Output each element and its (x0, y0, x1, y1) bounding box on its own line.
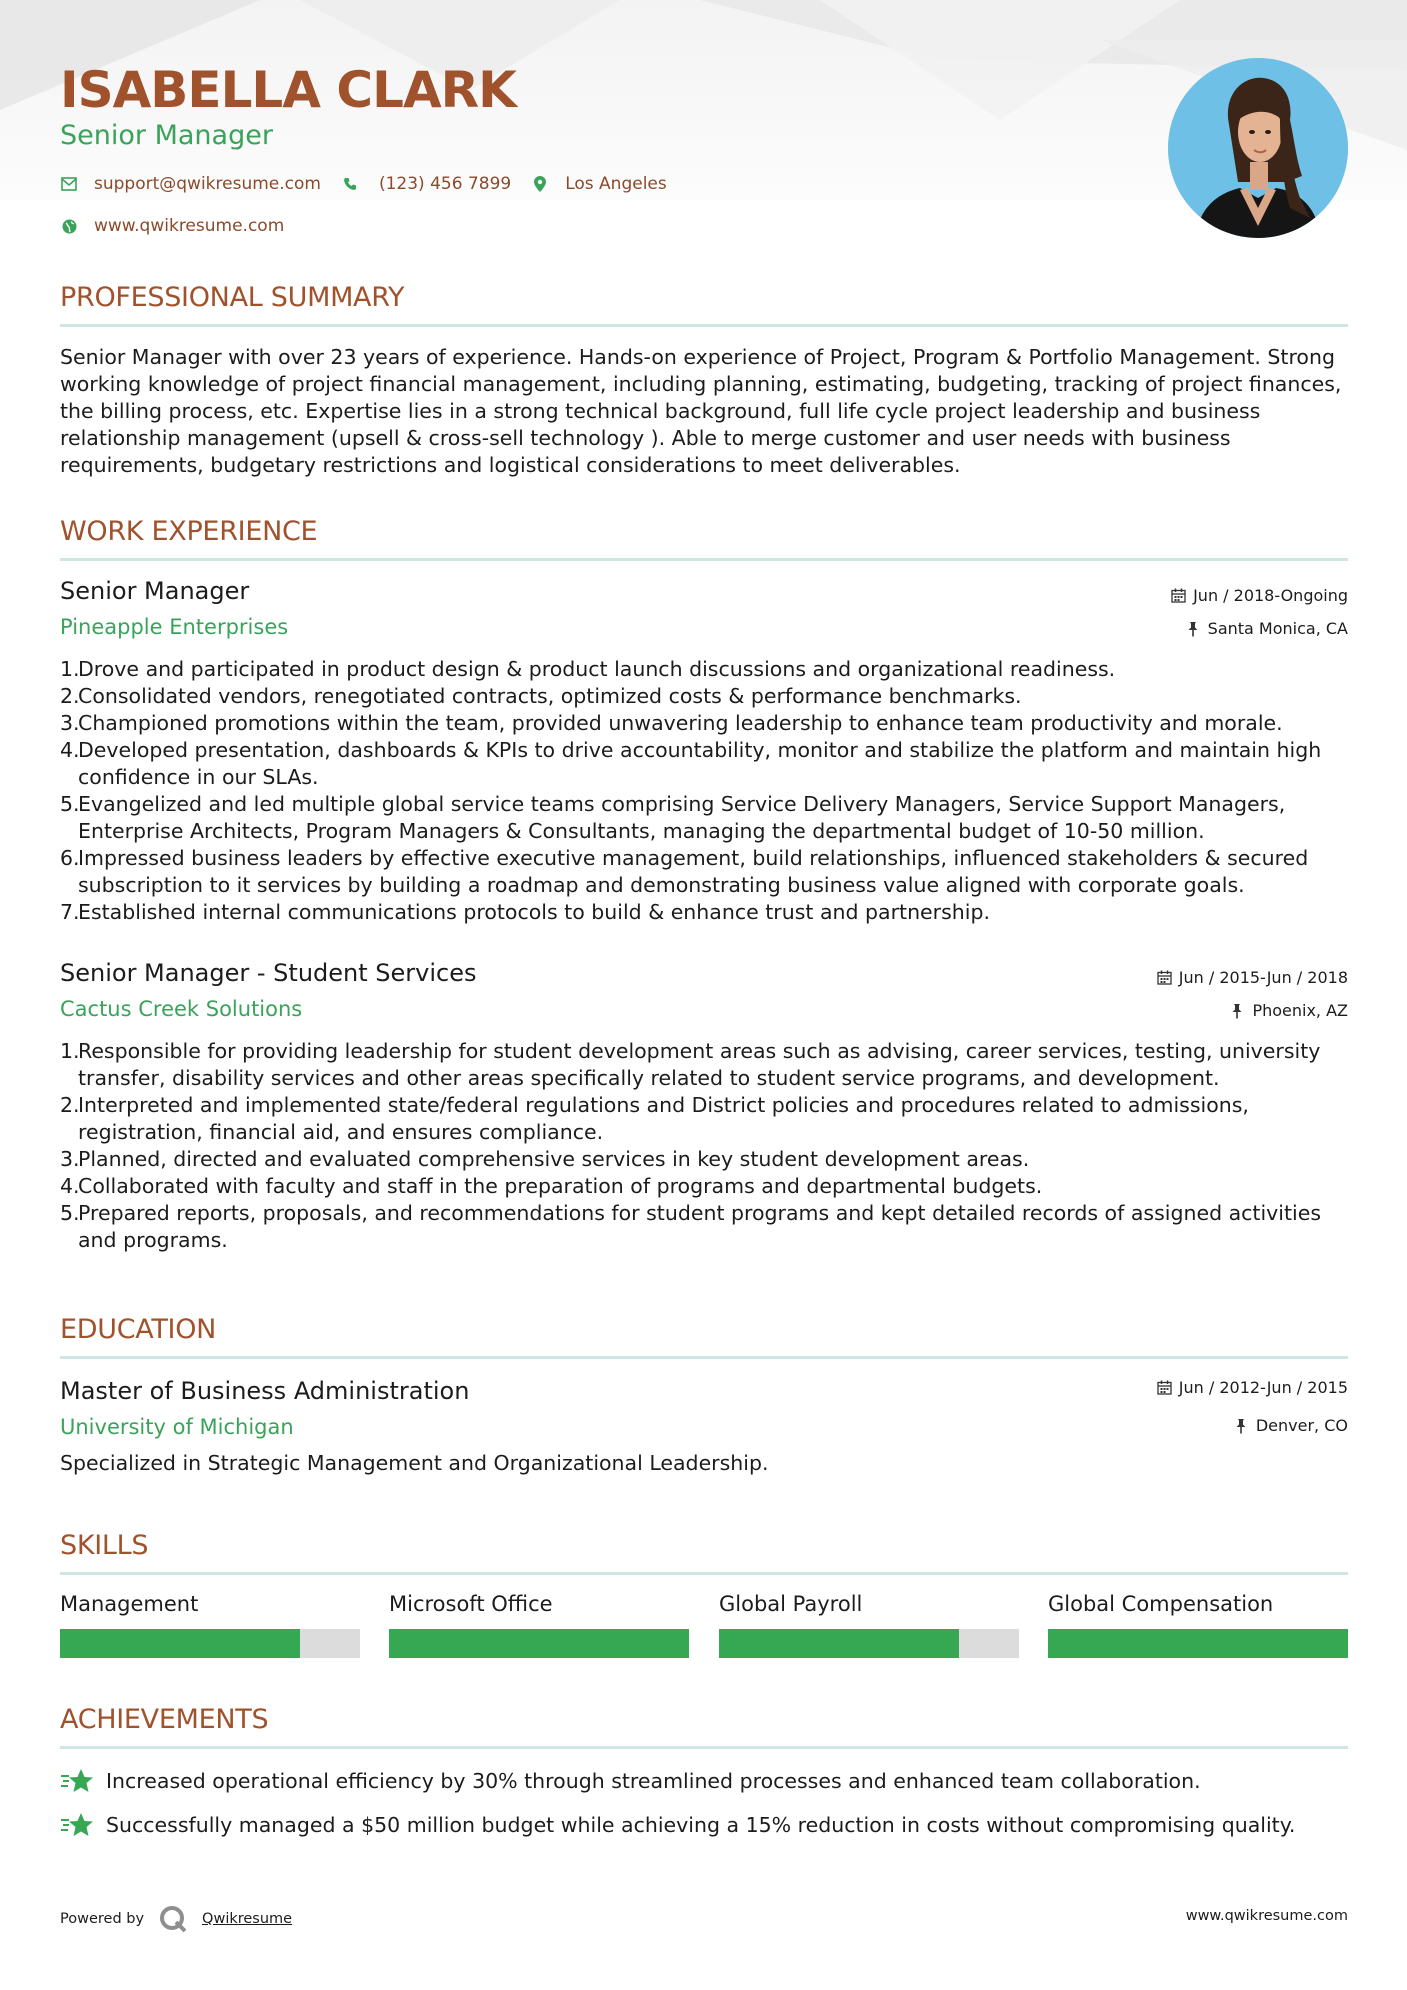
degree-title: Master of Business Administration (60, 1377, 470, 1405)
achievement-text: Increased operational efficiency by 30% through streamlined processes and enhanced team collaboration. (106, 1768, 1201, 1793)
duty-number: 6. (60, 846, 80, 870)
duty-text: Prepared reports, proposals, and recommendations for student programs and kept detailed records of assigned activities and programs. (78, 1201, 1322, 1252)
duty-item (60, 899, 1348, 926)
skill-bar-fill (60, 1629, 300, 1658)
footer-url[interactable]: www.qwikresume.com (1185, 1908, 1348, 1924)
experience-section-header (60, 516, 1348, 561)
skills-section-header (60, 1530, 1348, 1575)
job-title: Senior Manager (60, 577, 250, 605)
education-section-header (60, 1314, 1348, 1359)
education-location-text: Denver, CO (1255, 1416, 1348, 1435)
contact-website[interactable] (60, 216, 284, 236)
duty-number: 7. (60, 900, 80, 924)
contact-row-2 (60, 214, 304, 238)
duty-number: 5. (60, 1201, 80, 1225)
education-dates-text: Jun / 2012-Jun / 2015 (1178, 1378, 1348, 1397)
section-divider (60, 558, 1348, 561)
job-dates-text: Jun / 2018-Ongoing (1193, 586, 1348, 605)
skill-bar-track (719, 1629, 1019, 1658)
brand-link[interactable]: Qwikresume (202, 1911, 293, 1927)
skill-bar-track (1048, 1629, 1348, 1658)
website-text: www.qwikresume.com (94, 216, 285, 236)
pushpin-icon (1186, 621, 1202, 637)
contact-row (60, 172, 687, 196)
section-divider (60, 324, 1348, 327)
profile-photo (1168, 58, 1348, 238)
duty-number: 2. (60, 684, 80, 708)
contact-phone[interactable] (341, 174, 511, 194)
education-location (1234, 1416, 1348, 1435)
candidate-name: ISABELLA CLARK (60, 61, 516, 119)
duty-item (60, 1200, 1348, 1254)
duty-text: Impressed business leaders by effective executive management, build relationships, influenced stakeholders & secured subscription to it services by building a roadmap and demonstrating business value aligned with corporate goals. (78, 846, 1309, 897)
email-text: support@qwikresume.com (94, 174, 321, 194)
job-location-text: Phoenix, AZ (1252, 1001, 1348, 1020)
duty-item (60, 791, 1348, 845)
section-divider (60, 1746, 1348, 1749)
skill-item (1048, 1590, 1348, 1618)
calendar-icon (1171, 588, 1187, 604)
duty-text: Evangelized and led multiple global service teams comprising Service Delivery Managers, Service Support Managers, Enterprise Architects, Program Managers & Consultants, managing the departmental budget of 10-50 million. (78, 792, 1286, 843)
duty-text: Interpreted and implemented state/federal regulations and District policies and procedures related to admissions, registration, financial aid, and ensures compliance. (78, 1093, 1249, 1144)
star-icon (60, 1811, 94, 1839)
duty-item (60, 1092, 1348, 1146)
education-heading: EDUCATION (60, 1314, 217, 1345)
duty-item (60, 656, 1348, 683)
duty-item (60, 683, 1348, 710)
qwikresume-logo (158, 1904, 188, 1934)
calendar-icon (1157, 970, 1173, 986)
job-dates (1157, 968, 1348, 987)
duty-text: Planned, directed and evaluated comprehensive services in key student development areas. (78, 1147, 1030, 1171)
summary-heading: PROFESSIONAL SUMMARY (60, 282, 405, 313)
job-dates (1171, 586, 1348, 605)
envelope-icon (60, 175, 78, 193)
skill-name: Microsoft Office (389, 1592, 553, 1616)
job-dates-text: Jun / 2015-Jun / 2018 (1178, 968, 1348, 987)
map-marker-icon (531, 175, 549, 193)
achievement-item (60, 1767, 1201, 1795)
achievements-section-header (60, 1704, 1348, 1749)
duty-item (60, 1146, 1348, 1173)
duty-item (60, 737, 1348, 791)
skills-heading: SKILLS (60, 1530, 149, 1561)
footer (60, 1900, 1348, 1932)
duty-text: Developed presentation, dashboards & KPIs to drive accountability, monitor and stabilize the platform and maintain high confidence in our SLAs. (78, 738, 1322, 789)
duty-text: Collaborated with faculty and staff in the preparation of programs and departmental budgets. (78, 1174, 1043, 1198)
phone-icon (341, 175, 359, 193)
duty-number: 4. (60, 738, 80, 762)
duty-number: 4. (60, 1174, 80, 1198)
duty-text: Drove and participated in product design & product launch discussions and organizational readiness. (78, 657, 1116, 681)
section-divider (60, 1356, 1348, 1359)
achievement-text: Successfully managed a $50 million budget while achieving a 15% reduction in costs without compromising quality. (106, 1812, 1296, 1837)
duty-text: Established internal communications protocols to build & enhance trust and partnership. (78, 900, 990, 924)
section-divider (60, 1572, 1348, 1575)
skill-item (389, 1590, 689, 1618)
contact-email[interactable] (60, 174, 321, 194)
duty-number: 1. (60, 657, 80, 681)
phone-text: (123) 456 7899 (378, 174, 512, 194)
contact-location (531, 174, 667, 194)
skill-bar-track (60, 1629, 360, 1658)
skill-bar-track (389, 1629, 689, 1658)
duty-item (60, 845, 1348, 899)
job-location (1186, 619, 1348, 638)
pushpin-icon (1230, 1003, 1246, 1019)
globe-icon (60, 217, 78, 235)
duty-text: Responsible for providing leadership for student development areas such as advising, career services, testing, university transfer, disability services and other areas specifically related to student service programs, and development. (78, 1039, 1321, 1090)
school-name: University of Michigan (60, 1415, 294, 1439)
pushpin-icon (1234, 1418, 1250, 1434)
duty-item (60, 710, 1348, 737)
skill-name: Global Compensation (1048, 1592, 1274, 1616)
skills-list (60, 1590, 1348, 1660)
job-company: Pineapple Enterprises (60, 615, 289, 639)
job-company: Cactus Creek Solutions (60, 997, 303, 1021)
skill-item (719, 1590, 1019, 1618)
duty-number: 2. (60, 1093, 80, 1117)
education-dates (1157, 1378, 1348, 1397)
duty-number: 5. (60, 792, 80, 816)
star-icon (60, 1767, 94, 1795)
achievement-item (60, 1811, 1295, 1839)
job-title: Senior Manager - Student Services (60, 959, 477, 987)
summary-section-header (60, 282, 1348, 327)
duty-item (60, 1173, 1348, 1200)
experience-heading: WORK EXPERIENCE (60, 516, 318, 547)
summary-text: Senior Manager with over 23 years of experience. Hands-on experience of Project, Program & Portfolio Management. Strong working knowledge of project financial management, including planning, estimating, budgeting, tracking of project finances, the billing process, etc. Expertise lies in a strong technical background, full life cycle project leadership and business relationship management (upsell & cross-sell technology ). Able to merge customer and user needs with business requirements, budgetary restrictions and logistical considerations to meet deliverables. (60, 345, 1342, 477)
location-text: Los Angeles (565, 174, 667, 194)
skill-name: Global Payroll (719, 1592, 863, 1616)
job-location (1230, 1001, 1348, 1020)
powered-by (60, 1904, 292, 1934)
skill-name: Management (60, 1592, 199, 1616)
powered-by-label: Powered by (60, 1911, 145, 1927)
candidate-title: Senior Manager (60, 120, 273, 151)
duty-number: 1. (60, 1039, 80, 1063)
duty-text: Championed promotions within the team, provided unwavering leadership to enhance team productivity and morale. (78, 711, 1283, 735)
calendar-icon (1157, 1380, 1173, 1396)
duty-number: 3. (60, 711, 80, 735)
achievements-heading: ACHIEVEMENTS (60, 1704, 269, 1735)
education-description: Specialized in Strategic Management and Organizational Leadership. (60, 1451, 769, 1475)
skill-item (60, 1590, 360, 1618)
skill-bar-fill (719, 1629, 959, 1658)
skill-bar-fill (1048, 1629, 1348, 1658)
duty-item (60, 1038, 1348, 1092)
duty-number: 3. (60, 1147, 80, 1171)
job-duties-list (60, 656, 1348, 926)
skill-bar-fill (389, 1629, 689, 1658)
duty-text: Consolidated vendors, renegotiated contracts, optimized costs & performance benchmarks. (78, 684, 1022, 708)
job-duties-list (60, 1038, 1348, 1254)
job-location-text: Santa Monica, CA (1207, 619, 1348, 638)
